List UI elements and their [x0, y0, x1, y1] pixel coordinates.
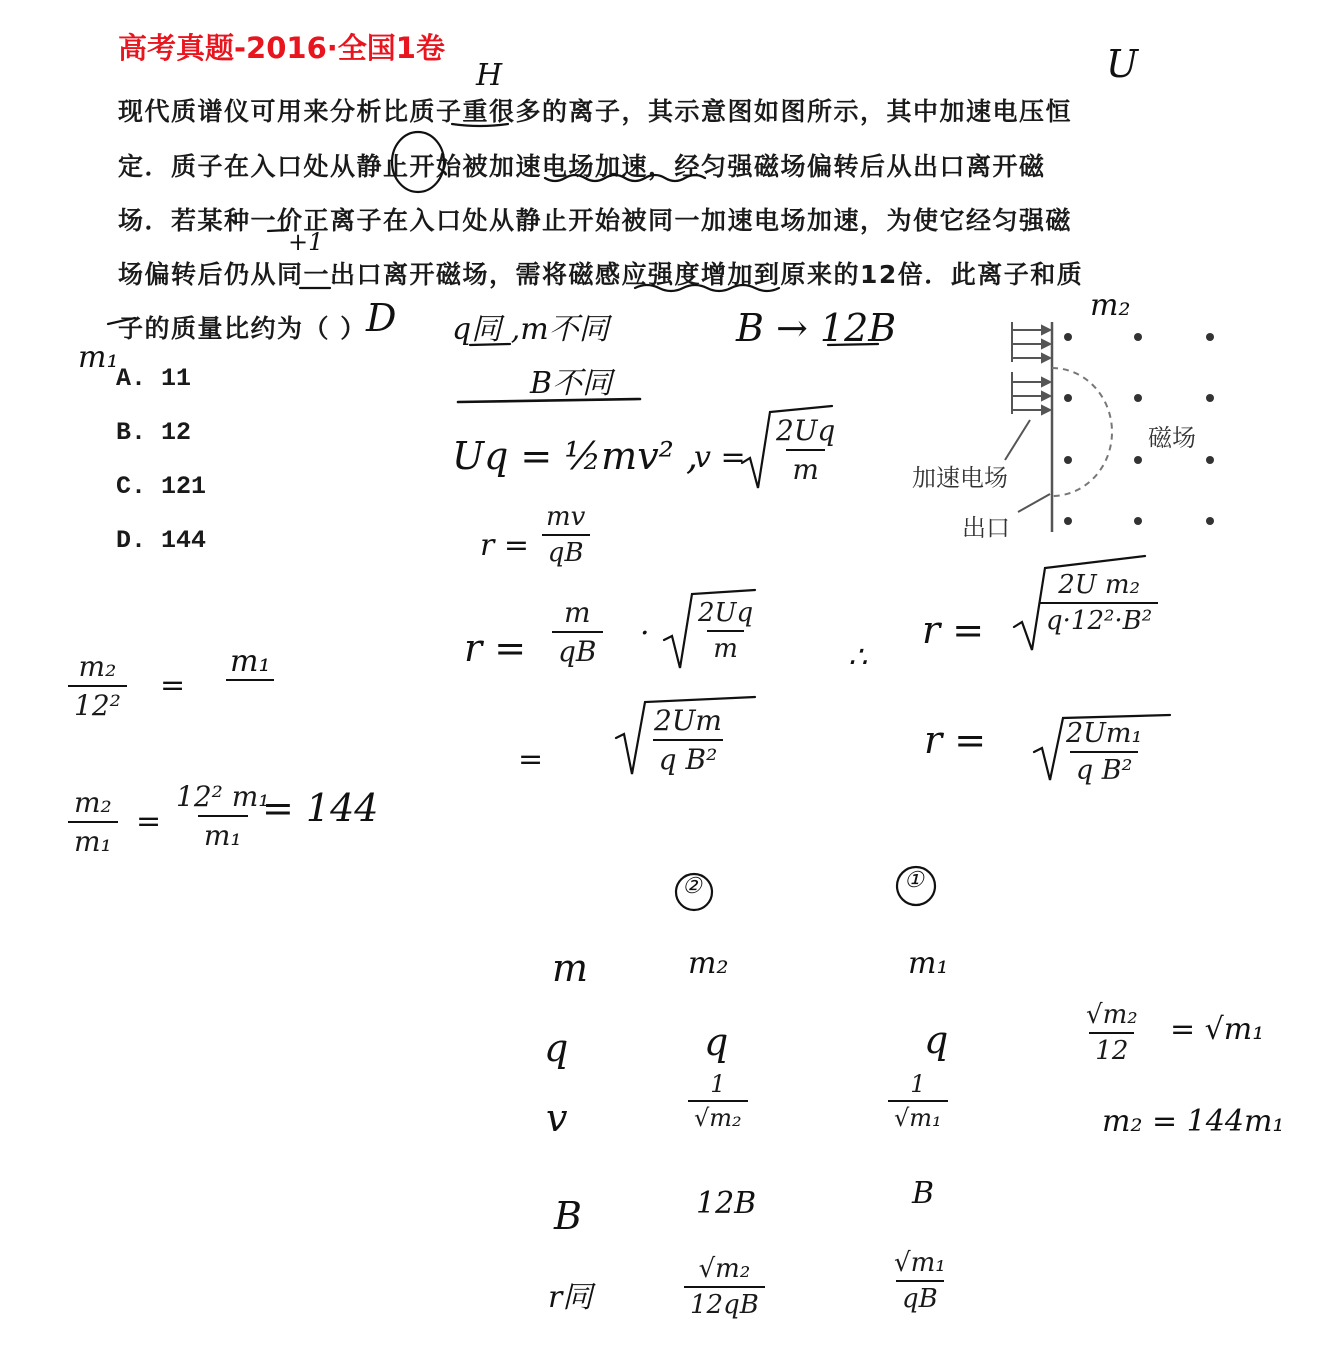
question-line-4: 场偏转后仍从同一出口离开磁场，需将磁感应强度增加到原来的12倍．此离子和质: [118, 260, 1084, 289]
row-label-r: r同: [548, 1280, 593, 1315]
option-c[interactable]: C. 121: [116, 472, 207, 501]
frac-eq2: [68, 786, 118, 858]
eq-r2-dot: ·: [640, 616, 650, 651]
frac-v-den: m: [786, 449, 825, 486]
frac-r2-b-num: 2Uq: [698, 598, 754, 628]
frac-col1-r-den: qB: [896, 1280, 944, 1314]
col1-q: q: [924, 1018, 949, 1062]
rhs2: m₂ = 144m₁: [1102, 1104, 1285, 1139]
frac-r2-a-num: m: [563, 596, 591, 629]
col1-b: B: [912, 1176, 935, 1211]
frac-col2-r-den: 12qB: [684, 1286, 765, 1320]
frac-rhs1-den: 12: [1089, 1032, 1134, 1066]
frac-col2-r-num: √m₂: [698, 1254, 751, 1284]
frac-r4: [1040, 570, 1158, 636]
frac-col1-r-num: √m₁: [894, 1248, 946, 1278]
frac-col1-v: [888, 1070, 948, 1132]
frac-col2-v: [688, 1070, 748, 1132]
row-label-v: v: [546, 1096, 568, 1140]
eq-r4-lhs: r =: [922, 608, 985, 652]
frac-r3: [648, 704, 728, 776]
page-title: 高考真题-2016·全国1卷: [118, 31, 445, 65]
frac-eq2-rhs: [170, 780, 276, 852]
eq1-equals: =: [160, 668, 186, 703]
label-accel-field: 加速电场: [912, 464, 1008, 492]
frac-r: [540, 502, 591, 568]
annot-b-diff: B不同: [530, 366, 613, 401]
frac-eq1-num: m₂: [78, 650, 117, 683]
eq1-rhs: m₁: [226, 644, 274, 681]
label-magnetic-field: 磁场: [1148, 424, 1196, 452]
frac-col1-r: [888, 1248, 952, 1314]
underline-proton: [452, 124, 508, 126]
annot-plus1: +1: [288, 228, 324, 256]
frac-r2-a: [552, 596, 603, 668]
question-line-3: 场．若某种一价正离子在入口处从静止开始被同一加速电场加速，为使它经匀强磁: [118, 206, 1073, 235]
row-label-m: m: [552, 946, 589, 990]
frac-r-num: mv: [546, 502, 586, 532]
frac-col2-r: [684, 1254, 765, 1320]
col1-m: m₁: [908, 946, 949, 981]
frac-r5: [1060, 718, 1148, 786]
frac-r5-num: 2Um₁: [1066, 718, 1143, 749]
frac-rhs1: [1080, 1000, 1144, 1066]
frac-r2-a-den: qB: [552, 631, 603, 668]
frac-eq2-rhs-den: m₁: [198, 815, 248, 852]
circle-static: [392, 132, 444, 192]
question-line-1: 现代质谱仪可用来分析比质子重很多的离子，其示意图如图所示，其中加速电压恒: [118, 97, 1073, 126]
question-line-5: 子的质量比约为（ ）: [118, 314, 367, 343]
wavy-accel: [545, 175, 705, 181]
row-label-b: B: [554, 1194, 582, 1238]
col2-q: q: [704, 1020, 729, 1064]
frac-eq1: [68, 650, 127, 722]
frac-r2-b-den: m: [707, 630, 744, 664]
annot-q-same: q同 ,m不同: [452, 312, 609, 347]
frac-col1-v-num: 1: [910, 1070, 926, 1098]
frac-r3-den: q B²: [653, 739, 724, 776]
col1-marker: ①: [904, 868, 924, 893]
option-a[interactable]: A. 11: [116, 364, 192, 393]
annot-b-to-12b: B → 12B: [736, 306, 897, 350]
option-d[interactable]: D. 144: [116, 526, 207, 555]
frac-col2-v-num: 1: [710, 1070, 726, 1098]
frac-eq1-den: 12²: [68, 685, 127, 722]
annot-h: H: [476, 58, 503, 93]
frac-r4-num: 2U m₂: [1058, 570, 1140, 600]
frac-eq2-num: m₂: [74, 786, 112, 819]
rhs1-equals: = √m₁: [1170, 1012, 1265, 1047]
col2-marker: ②: [682, 874, 702, 899]
wavy-field: [635, 285, 779, 291]
frac-col2-v-den: √m₂: [688, 1100, 748, 1132]
eq-r-lhs: r =: [480, 528, 530, 563]
eq-r2-lhs: r =: [464, 626, 527, 670]
eq2-equals: =: [136, 804, 162, 839]
tick-one: [268, 230, 288, 231]
frac-v: [770, 414, 841, 486]
col2-m: m₂: [688, 946, 729, 981]
frac-eq2-den: m₁: [68, 821, 118, 858]
frac-r-den: qB: [542, 534, 590, 568]
annot-answer: D: [366, 296, 397, 340]
col2-b: 12B: [696, 1186, 757, 1221]
eq-energy: Uq = ½mv² ,: [452, 434, 699, 478]
frac-rhs1-num: √m₂: [1086, 1000, 1138, 1030]
annot-u: U: [1106, 42, 1139, 86]
therefore-sign: ∴: [848, 640, 868, 675]
label-exit: 出口: [962, 514, 1010, 542]
eq-r3-lhs: =: [518, 742, 544, 777]
eq-r5-lhs: r =: [924, 718, 987, 762]
frac-eq2-rhs-num: 12² m₁: [176, 780, 270, 813]
tick-zi: [108, 318, 135, 324]
annot-m2-diagram: m₂: [1090, 288, 1131, 323]
option-b[interactable]: B. 12: [116, 418, 192, 447]
frac-r2-b: [692, 598, 759, 664]
question-line-2: 定．质子在入口处从静止开始被加速电场加速，经匀强磁场偏转后从出口离开磁: [118, 152, 1046, 181]
eq2-result: = 144: [262, 786, 379, 830]
frac-r5-den: q B²: [1070, 751, 1139, 786]
eq-v-lhs: v =: [694, 440, 746, 475]
frac-v-num: 2Uq: [776, 414, 836, 447]
row-label-q: q: [544, 1026, 569, 1070]
frac-r3-num: 2Um: [654, 704, 722, 737]
frac-r4-den: q·12²·B²: [1040, 602, 1158, 636]
annot-m1-side: m₁: [78, 340, 119, 375]
frac-col1-v-den: √m₁: [888, 1100, 948, 1132]
